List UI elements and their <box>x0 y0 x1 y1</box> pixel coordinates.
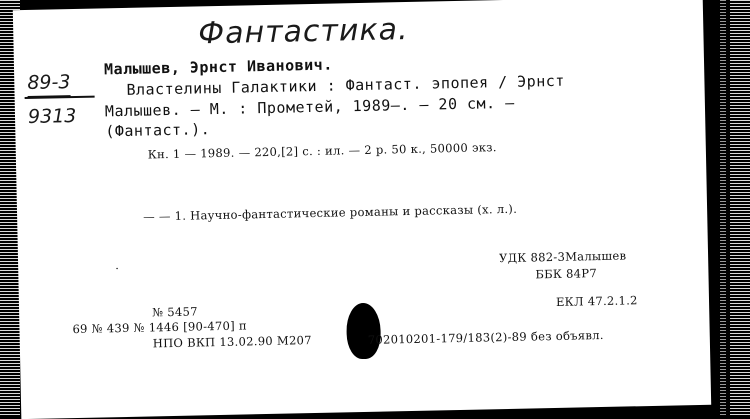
scan-edge-right <box>730 0 750 417</box>
collation-line: Кн. 1 — 1989. — 220,[2] с. : ил. — 2 р. 50 к., 50000 экз. <box>147 140 497 162</box>
shelf-mark-top-text: 89-3 <box>27 71 71 98</box>
card-number: № 5457 <box>152 304 198 320</box>
card-heading: Фантастика. <box>197 11 409 52</box>
bbk-code: ББК 84Р7 <box>535 266 598 282</box>
ekl-code: ЕКЛ 47.2.1.2 <box>555 293 638 309</box>
shelf-mark-top <box>27 71 71 94</box>
ink-blot <box>346 303 381 360</box>
author-line: Малышев, Эрнст Иванович. <box>103 55 333 79</box>
series-line: (Фантаст.). <box>105 120 211 141</box>
shelf-mark-bottom: 9313 <box>27 104 77 128</box>
publisher-info: НПО ВКП 13.02.90 М207 <box>152 333 312 351</box>
subject-line: — — 1. Научно-фантастические романы и рассказы (х. л.). <box>142 201 518 224</box>
udk-code: УДК 882-3Малышев <box>498 248 627 266</box>
index-code: 702010201-179/183(2)-89 без объявл. <box>367 327 604 347</box>
shelf-mark-divider <box>25 96 95 99</box>
print-info: 69 № 439 № 1446 [90-470] п <box>72 318 248 337</box>
title-line: Властелины Галактики : Фантаст. эпопея / Эрнст <box>126 71 565 99</box>
scan-edge-right-inner <box>720 0 726 417</box>
imprint-line: Малышев. — М. : Прометей, 1989—. — 20 см. — <box>104 93 515 121</box>
stray-dot: . <box>115 258 120 273</box>
catalog-card <box>13 0 711 419</box>
